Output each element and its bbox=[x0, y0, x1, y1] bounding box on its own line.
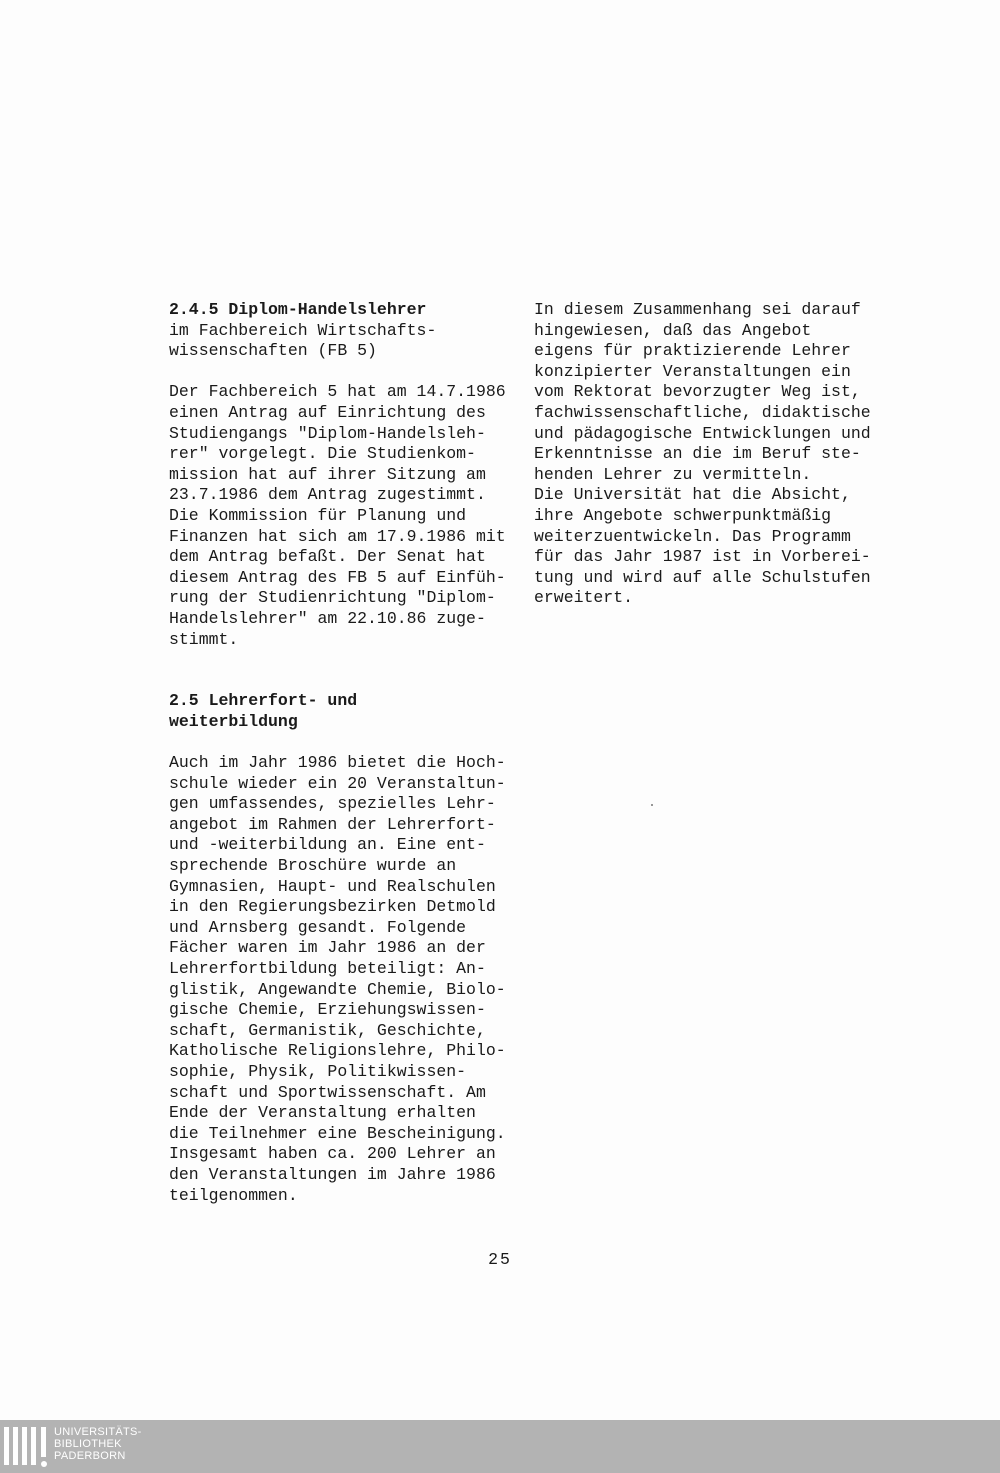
body-line: erweitert. bbox=[534, 588, 634, 608]
section-heading-2-4-5: 2.4.5 Diplom-Handelslehrer bbox=[169, 300, 427, 319]
body-line: henden Lehrer zu vermitteln. bbox=[534, 464, 812, 484]
body-line: eigens für praktizierende Lehrer bbox=[534, 341, 851, 361]
body-line: gen umfassendes, spezielles Lehr- bbox=[169, 794, 496, 814]
body-line: und -weiterbildung an. Eine ent- bbox=[169, 835, 486, 855]
body-line: rer" vorgelegt. Die Studienkom- bbox=[169, 444, 476, 464]
body-line: Katholische Religionslehre, Philo- bbox=[169, 1041, 506, 1061]
body-line: Finanzen hat sich am 17.9.1986 mit bbox=[169, 526, 506, 546]
paragraph-gap bbox=[169, 732, 529, 753]
body-line: schule wieder ein 20 Veranstaltun- bbox=[169, 773, 506, 793]
body-line: für das Jahr 1987 ist in Vorberei- bbox=[534, 547, 871, 567]
body-line: dem Antrag befaßt. Der Senat hat bbox=[169, 547, 486, 567]
body-line: diesem Antrag des FB 5 auf Einfüh- bbox=[169, 567, 506, 587]
section-heading-2-5-continued: weiterbildung bbox=[169, 711, 298, 731]
body-line: angebot im Rahmen der Lehrerfort- bbox=[169, 814, 496, 834]
body-line: Gymnasien, Haupt- und Realschulen bbox=[169, 876, 496, 896]
section-gap bbox=[169, 650, 529, 671]
body-line: den Veranstaltungen im Jahre 1986 bbox=[169, 1164, 496, 1184]
page-number: 25 bbox=[488, 1250, 512, 1269]
university-library-logo-icon bbox=[4, 1427, 48, 1467]
body-line: 23.7.1986 dem Antrag zugestimmt. bbox=[169, 485, 486, 505]
body-line: sprechende Broschüre wurde an bbox=[169, 856, 457, 876]
library-name-line: UNIVERSITÄTS- bbox=[54, 1426, 142, 1438]
section-gap bbox=[169, 671, 529, 692]
body-line: fachwissenschaftliche, didaktische bbox=[534, 402, 871, 422]
library-name bbox=[54, 1426, 142, 1462]
body-line: Auch im Jahr 1986 bietet die Hoch- bbox=[169, 753, 506, 773]
body-line: und pädagogische Entwicklungen und bbox=[534, 423, 871, 443]
body-line: Studiengangs "Diplom-Handelsleh- bbox=[169, 423, 486, 443]
body-line: rung der Studienrichtung "Diplom- bbox=[169, 588, 496, 608]
body-line: glistik, Angewandte Chemie, Biolo- bbox=[169, 979, 506, 999]
body-line: schaft, Germanistik, Geschichte, bbox=[169, 1020, 486, 1040]
library-name-line: BIBLIOTHEK bbox=[54, 1438, 122, 1450]
body-line: Der Fachbereich 5 hat am 14.7.1986 bbox=[169, 382, 506, 402]
body-line: Insgesamt haben ca. 200 Lehrer an bbox=[169, 1144, 496, 1164]
body-line: Erkenntnisse an die im Beruf ste- bbox=[534, 444, 861, 464]
section-subtitle-line: wissenschaften (FB 5) bbox=[169, 341, 377, 361]
body-line: gische Chemie, Erziehungswissen- bbox=[169, 1000, 486, 1020]
right-column bbox=[534, 300, 894, 609]
body-line: mission hat auf ihrer Sitzung am bbox=[169, 464, 486, 484]
paragraph-gap bbox=[169, 362, 529, 383]
body-line: Lehrerfortbildung beteiligt: An- bbox=[169, 959, 486, 978]
body-line: Fächer waren im Jahr 1986 an der bbox=[169, 938, 486, 958]
body-line: Ende der Veranstaltung erhalten bbox=[169, 1103, 476, 1123]
section-heading-2-5: 2.5 Lehrerfort- und bbox=[169, 691, 358, 711]
body-line: stimmt. bbox=[169, 629, 239, 649]
body-line: ihre Angebote schwerpunktmäßig bbox=[534, 505, 832, 525]
body-line: sophie, Physik, Politikwissen- bbox=[169, 1061, 467, 1081]
body-line: einen Antrag auf Einrichtung des bbox=[169, 402, 486, 422]
library-name-line: PADERBORN bbox=[54, 1450, 126, 1462]
body-line: in den Regierungsbezirken Detmold bbox=[169, 897, 496, 917]
library-footer-bar bbox=[0, 1420, 1000, 1473]
left-column bbox=[169, 300, 529, 1206]
body-line: konzipierter Veranstaltungen ein bbox=[534, 361, 851, 381]
body-line: teilgenommen. bbox=[169, 1185, 298, 1205]
body-line: hingewiesen, daß das Angebot bbox=[534, 320, 812, 340]
body-line: und Arnsberg gesandt. Folgende bbox=[169, 917, 467, 937]
body-line: Handelslehrer" am 22.10.86 zuge- bbox=[169, 608, 486, 628]
body-line: In diesem Zusammenhang sei darauf bbox=[534, 300, 861, 319]
body-line: Die Universität hat die Absicht, bbox=[534, 485, 851, 505]
body-line: Die Kommission für Planung und bbox=[169, 505, 467, 525]
body-line: die Teilnehmer eine Bescheinigung. bbox=[169, 1123, 506, 1143]
body-line: vom Rektorat bevorzugter Weg ist, bbox=[534, 382, 861, 402]
scan-speck bbox=[651, 804, 653, 806]
body-line: tung und wird auf alle Schulstufen bbox=[534, 567, 871, 587]
body-line: weiterzuentwickeln. Das Programm bbox=[534, 526, 851, 546]
section-subtitle-line: im Fachbereich Wirtschafts- bbox=[169, 320, 437, 340]
body-line: schaft und Sportwissenschaft. Am bbox=[169, 1082, 486, 1102]
